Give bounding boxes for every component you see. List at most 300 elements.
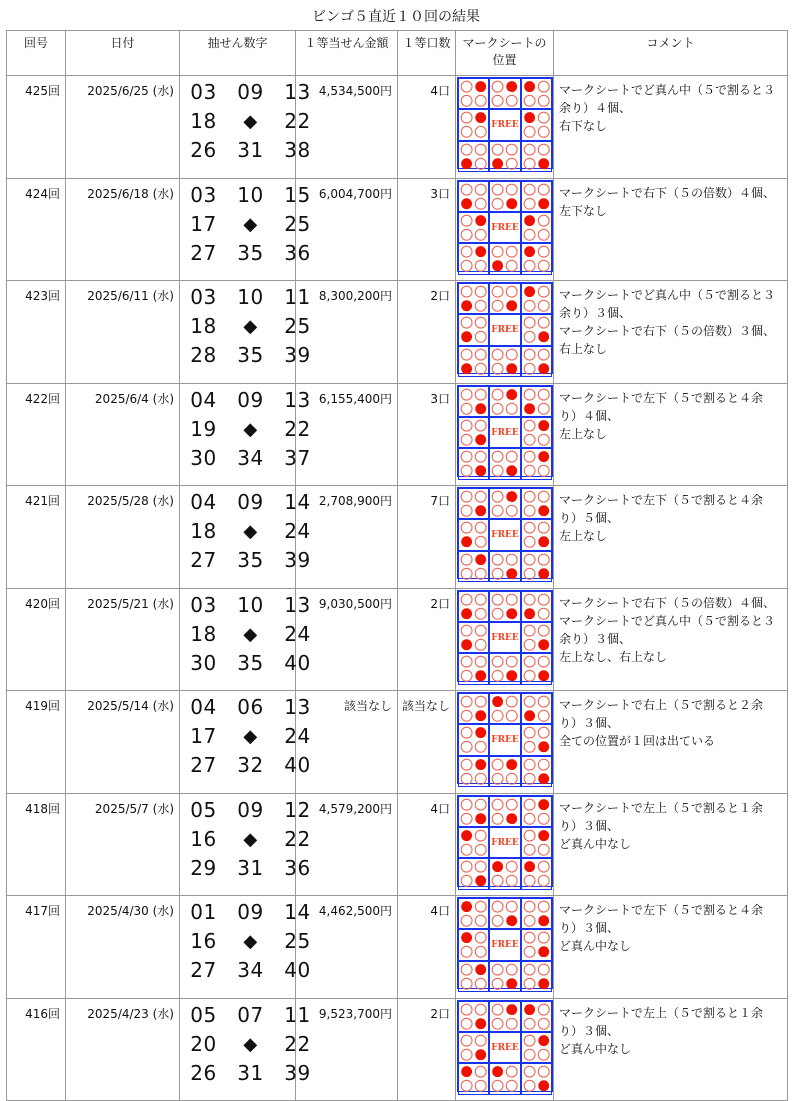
mark-cell	[458, 314, 489, 345]
drawn-number: 18	[190, 314, 217, 338]
mark-circles-icon	[490, 592, 519, 621]
drawn-number: 16	[190, 929, 217, 953]
drawn-number: 35	[237, 650, 264, 675]
mark-cell	[521, 724, 552, 755]
marked-dot	[524, 246, 535, 257]
mark-circles-icon	[459, 387, 488, 416]
marked-dot	[507, 363, 518, 374]
comment-line: り）３個、	[559, 1023, 620, 1038]
drawn-number: 40	[284, 650, 311, 675]
marked-dot	[524, 286, 535, 297]
mark-circles-icon	[490, 757, 519, 786]
free-cell: FREE	[489, 929, 520, 960]
empty-ring	[475, 198, 486, 209]
drawn-number: 35	[237, 240, 264, 265]
numbers-cell	[180, 76, 311, 179]
mark-sheet	[457, 692, 553, 784]
mark-circles-icon	[459, 828, 488, 857]
free-diamond: ◆	[243, 418, 258, 440]
comment-line: り）３個、	[559, 921, 620, 935]
drawn-number: 03	[190, 592, 217, 617]
mark-circles-icon	[522, 592, 551, 621]
drawn-number: 22	[284, 109, 311, 133]
mark-cell	[521, 519, 552, 550]
mark-circles-icon	[459, 1064, 488, 1093]
drawn-number: 25	[284, 211, 311, 236]
date-cell: 2025/6/25 (水)	[66, 76, 180, 179]
drawn-number: 07	[237, 1002, 264, 1027]
prize-cell: 9,030,500円	[296, 588, 398, 691]
comment-line: 余り）４個、	[559, 101, 632, 115]
empty-ring	[524, 465, 535, 476]
mark-sheet-cell	[456, 588, 554, 691]
empty-ring	[524, 625, 535, 636]
marked-dot	[493, 260, 504, 271]
empty-ring	[524, 537, 535, 548]
mark-cell	[489, 756, 520, 787]
empty-ring	[461, 844, 472, 855]
empty-ring	[475, 523, 486, 534]
header-numbers: 抽せん数字	[180, 31, 296, 76]
mark-circles-icon	[522, 315, 551, 344]
drawn-number: 18	[190, 519, 217, 543]
empty-ring	[475, 286, 486, 297]
mark-circles-icon	[459, 962, 488, 991]
marked-dot	[507, 198, 518, 209]
prize-cell: 9,523,700円	[296, 998, 398, 1101]
mark-circles-icon	[459, 79, 488, 108]
empty-ring	[524, 300, 535, 311]
empty-ring	[507, 594, 518, 605]
empty-ring	[538, 81, 549, 92]
round-cell: 419回	[7, 691, 66, 794]
comment-line: 左上なし、右上なし	[559, 649, 668, 664]
mark-circles-icon	[490, 449, 519, 478]
empty-ring	[538, 594, 549, 605]
mark-cell	[458, 448, 489, 479]
date-cell: 2025/5/7 (水)	[66, 793, 180, 896]
mark-circles-icon	[490, 899, 519, 928]
header-round: 回号	[7, 31, 66, 76]
empty-ring	[461, 318, 472, 329]
empty-ring	[461, 246, 472, 257]
drawn-numbers	[187, 1001, 311, 1088]
numbers-cell	[180, 383, 311, 486]
empty-ring	[475, 300, 486, 311]
marked-dot	[507, 670, 518, 681]
date-cell: 2025/4/30 (水)	[66, 896, 180, 999]
header-mark-sheet: マークシートの 位置	[456, 31, 554, 76]
empty-ring	[538, 144, 549, 155]
mark-circles-icon	[522, 930, 551, 959]
marked-dot	[475, 403, 486, 414]
empty-ring	[524, 830, 535, 841]
empty-ring	[461, 127, 472, 138]
empty-ring	[461, 759, 472, 770]
marked-dot	[461, 639, 472, 650]
round-cell: 421回	[7, 486, 66, 589]
empty-ring	[461, 1049, 472, 1060]
mark-circles-icon	[459, 182, 488, 211]
empty-ring	[461, 420, 472, 431]
mark-circles-icon	[522, 520, 551, 549]
mark-cell	[458, 653, 489, 684]
free-cell: FREE	[489, 109, 520, 140]
empty-ring	[461, 1018, 472, 1029]
mark-circles-icon	[522, 623, 551, 652]
marked-dot	[538, 799, 549, 810]
date-cell: 2025/5/28 (水)	[66, 486, 180, 589]
drawn-numbers	[187, 78, 311, 165]
free-diamond: ◆	[243, 623, 258, 645]
mark-circles-icon	[522, 449, 551, 478]
empty-ring	[524, 434, 535, 445]
empty-ring	[475, 830, 486, 841]
mark-sheet-cell	[456, 178, 554, 281]
marked-dot	[461, 1066, 472, 1077]
empty-ring	[493, 813, 504, 824]
empty-ring	[507, 696, 518, 707]
empty-ring	[461, 1035, 472, 1046]
mark-circles-icon	[522, 213, 551, 242]
drawn-number: 27	[190, 958, 217, 982]
marked-dot	[461, 537, 472, 548]
free-diamond: ◆	[243, 213, 258, 235]
empty-ring	[507, 964, 518, 975]
empty-ring	[524, 363, 535, 374]
marked-dot	[475, 113, 486, 124]
empty-ring	[524, 799, 535, 810]
marked-dot	[475, 1049, 486, 1060]
drawn-number: 39	[284, 343, 311, 367]
empty-ring	[493, 964, 504, 975]
empty-ring	[475, 451, 486, 462]
marked-dot	[461, 901, 472, 912]
empty-ring	[538, 229, 549, 240]
comment-line: マークシートで左下（５で割ると４余	[559, 390, 764, 405]
mark-sheet-cell	[456, 691, 554, 794]
comment-cell	[554, 76, 788, 179]
empty-ring	[493, 594, 504, 605]
free-diamond: ◆	[243, 521, 258, 542]
mark-cell	[521, 858, 552, 889]
drawn-number: 30	[190, 650, 217, 675]
marked-dot	[493, 861, 504, 872]
empty-ring	[524, 198, 535, 209]
prize-cell: 2,708,900円	[296, 486, 398, 589]
drawn-number: 40	[284, 753, 311, 777]
marked-dot	[538, 1035, 549, 1046]
mark-sheet	[457, 180, 553, 272]
drawn-number: 04	[190, 490, 217, 514]
comment-line: 全ての位置が１回は出ている	[559, 734, 716, 748]
comment-line: マークシートで右上（５で割ると２余	[559, 698, 764, 712]
comment-line: 右下なし	[559, 119, 608, 133]
mark-circles-icon	[490, 347, 519, 376]
marked-dot	[538, 978, 549, 989]
empty-ring	[524, 144, 535, 155]
empty-ring	[524, 639, 535, 650]
mark-circles-icon	[459, 142, 488, 171]
drawn-number: 14	[284, 900, 311, 924]
comment-cell	[554, 178, 788, 281]
marked-dot	[507, 491, 518, 502]
mark-cell	[458, 519, 489, 550]
mark-circles-icon	[459, 213, 488, 242]
empty-ring	[461, 215, 472, 226]
marked-dot	[461, 332, 472, 343]
empty-ring	[538, 113, 549, 124]
empty-ring	[524, 728, 535, 739]
mark-circles-icon	[522, 284, 551, 313]
drawn-number: 05	[190, 1002, 217, 1027]
empty-ring	[493, 773, 504, 784]
empty-ring	[461, 229, 472, 240]
empty-ring	[524, 813, 535, 824]
drawn-number: 04	[190, 387, 217, 412]
empty-ring	[461, 728, 472, 739]
empty-ring	[475, 389, 486, 400]
drawn-number: 26	[190, 138, 217, 162]
empty-ring	[524, 947, 535, 958]
drawn-number: 30	[190, 445, 217, 470]
empty-ring	[493, 1080, 504, 1091]
empty-ring	[524, 332, 535, 343]
empty-ring	[475, 608, 486, 619]
empty-ring	[475, 861, 486, 872]
mark-sheet	[457, 385, 553, 477]
empty-ring	[475, 1035, 486, 1046]
mark-circles-icon	[490, 1002, 519, 1031]
mark-circles-icon	[459, 859, 488, 888]
comment-line: ど真ん中なし	[559, 836, 632, 851]
mark-circles-icon	[490, 489, 519, 518]
empty-ring	[524, 505, 535, 516]
empty-ring	[538, 933, 549, 944]
empty-ring	[461, 184, 472, 195]
drawn-number: 11	[284, 285, 311, 309]
empty-ring	[461, 813, 472, 824]
mark-circles-icon	[522, 757, 551, 786]
mark-cell	[458, 417, 489, 448]
mark-circles-icon	[490, 387, 519, 416]
empty-ring	[493, 1018, 504, 1029]
winners-cell: 4口	[398, 76, 456, 179]
marked-dot	[538, 420, 549, 431]
marked-dot	[475, 434, 486, 445]
marked-dot	[524, 403, 535, 414]
marked-dot	[538, 568, 549, 579]
mark-cell	[458, 346, 489, 377]
empty-ring	[461, 81, 472, 92]
mark-circles-icon	[490, 694, 519, 723]
drawn-number: 27	[190, 548, 217, 572]
mark-cell	[458, 961, 489, 992]
empty-ring	[461, 915, 472, 926]
mark-sheet-cell	[456, 998, 554, 1101]
marked-dot	[538, 198, 549, 209]
mark-circles-icon	[490, 142, 519, 171]
empty-ring	[538, 710, 549, 721]
mark-cell	[489, 796, 520, 827]
empty-ring	[524, 656, 535, 667]
mark-cell	[489, 858, 520, 889]
empty-ring	[493, 491, 504, 502]
empty-ring	[493, 759, 504, 770]
drawn-numbers	[187, 488, 311, 575]
drawn-numbers	[187, 591, 311, 678]
empty-ring	[493, 901, 504, 912]
drawn-number: 11	[284, 1002, 311, 1027]
drawn-number: 31	[237, 855, 264, 880]
comment-line: マークシートで右下（５の倍数）４個、	[559, 595, 776, 610]
table-row	[7, 178, 788, 281]
comment-line: り）５個、	[559, 511, 620, 525]
drawn-number: 18	[190, 621, 217, 646]
marked-dot	[475, 875, 486, 886]
empty-ring	[475, 1080, 486, 1091]
mark-circles-icon	[522, 859, 551, 888]
comment-cell	[554, 793, 788, 896]
mark-cell	[489, 898, 520, 929]
prize-cell: 8,300,200円	[296, 281, 398, 384]
marked-dot	[461, 608, 472, 619]
drawn-number: 13	[284, 80, 311, 104]
free-cell: FREE	[489, 724, 520, 755]
marked-dot	[538, 742, 549, 753]
mark-cell	[521, 448, 552, 479]
empty-ring	[475, 1066, 486, 1077]
empty-ring	[493, 1004, 504, 1015]
comment-line: マークシートで左上（５で割ると１余	[559, 800, 764, 815]
mark-cell	[521, 243, 552, 274]
empty-ring	[524, 670, 535, 681]
empty-ring	[538, 127, 549, 138]
empty-ring	[475, 742, 486, 753]
empty-ring	[524, 901, 535, 912]
marked-dot	[524, 608, 535, 619]
drawn-number: 10	[237, 182, 264, 207]
mark-cell	[458, 622, 489, 653]
free-cell: FREE	[489, 622, 520, 653]
marked-dot	[524, 81, 535, 92]
drawn-number: 24	[284, 621, 311, 646]
mark-circles-icon	[459, 623, 488, 652]
empty-ring	[461, 434, 472, 445]
empty-ring	[475, 1004, 486, 1015]
comment-line: マークシートで左下（５で割ると４余	[559, 903, 764, 917]
table-row	[7, 588, 788, 691]
marked-dot	[524, 710, 535, 721]
mark-circles-icon	[522, 797, 551, 826]
empty-ring	[524, 1049, 535, 1060]
empty-ring	[538, 875, 549, 886]
mark-circles-icon	[459, 725, 488, 754]
mark-circles-icon	[522, 418, 551, 447]
table-row	[7, 383, 788, 486]
comment-cell	[554, 383, 788, 486]
marked-dot	[538, 363, 549, 374]
drawn-numbers	[187, 898, 311, 985]
mark-cell	[458, 827, 489, 858]
mark-sheet	[457, 77, 553, 169]
empty-ring	[538, 696, 549, 707]
empty-ring	[524, 933, 535, 944]
empty-ring	[475, 318, 486, 329]
mark-cell	[521, 1063, 552, 1094]
numbers-cell	[180, 281, 311, 384]
comment-line: マークシートでど真ん中（５で割ると３	[559, 288, 776, 302]
drawn-number: 26	[190, 1060, 217, 1085]
empty-ring	[524, 229, 535, 240]
mark-circles-icon	[490, 859, 519, 888]
comment-line: ど真ん中なし	[559, 939, 632, 953]
prize-cell: 6,004,700円	[296, 178, 398, 281]
mark-cell	[489, 243, 520, 274]
empty-ring	[538, 286, 549, 297]
empty-ring	[507, 451, 518, 462]
empty-ring	[461, 349, 472, 360]
mark-cell	[489, 653, 520, 684]
marked-dot	[538, 639, 549, 650]
drawn-number: 25	[284, 929, 311, 953]
marked-dot	[475, 1018, 486, 1029]
drawn-numbers	[187, 796, 311, 883]
mark-sheet	[457, 282, 553, 374]
marked-dot	[538, 773, 549, 784]
prize-cell: 4,462,500円	[296, 896, 398, 999]
drawn-number: 09	[237, 797, 264, 822]
mark-sheet	[457, 795, 553, 887]
empty-ring	[461, 113, 472, 124]
marked-dot	[475, 964, 486, 975]
empty-ring	[507, 1018, 518, 1029]
mark-cell	[521, 1001, 552, 1032]
comment-line: 右上なし	[559, 342, 608, 356]
free-cell: FREE	[489, 417, 520, 448]
empty-ring	[538, 434, 549, 445]
empty-ring	[524, 451, 535, 462]
empty-ring	[538, 349, 549, 360]
drawn-number: 14	[284, 490, 311, 514]
mark-circles-icon	[522, 244, 551, 273]
mark-sheet-cell	[456, 793, 554, 896]
header-prize: １等当せん金額	[296, 31, 398, 76]
mark-cell	[458, 78, 489, 109]
mark-cell	[521, 314, 552, 345]
empty-ring	[538, 318, 549, 329]
marked-dot	[461, 363, 472, 374]
marked-dot	[538, 332, 549, 343]
empty-ring	[475, 229, 486, 240]
header-winners: １等口数	[398, 31, 456, 76]
mark-cell	[521, 551, 552, 582]
mark-cell	[521, 653, 552, 684]
mark-circles-icon	[490, 1064, 519, 1093]
marked-dot	[538, 915, 549, 926]
empty-ring	[507, 773, 518, 784]
drawn-number: 22	[284, 416, 311, 441]
marked-dot	[475, 81, 486, 92]
mark-circles-icon	[459, 930, 488, 959]
empty-ring	[461, 523, 472, 534]
mark-cell	[458, 181, 489, 212]
marked-dot	[507, 300, 518, 311]
drawn-number: 09	[237, 900, 264, 924]
mark-cell	[521, 141, 552, 172]
round-cell: 417回	[7, 896, 66, 999]
winners-cell: 7口	[398, 486, 456, 589]
